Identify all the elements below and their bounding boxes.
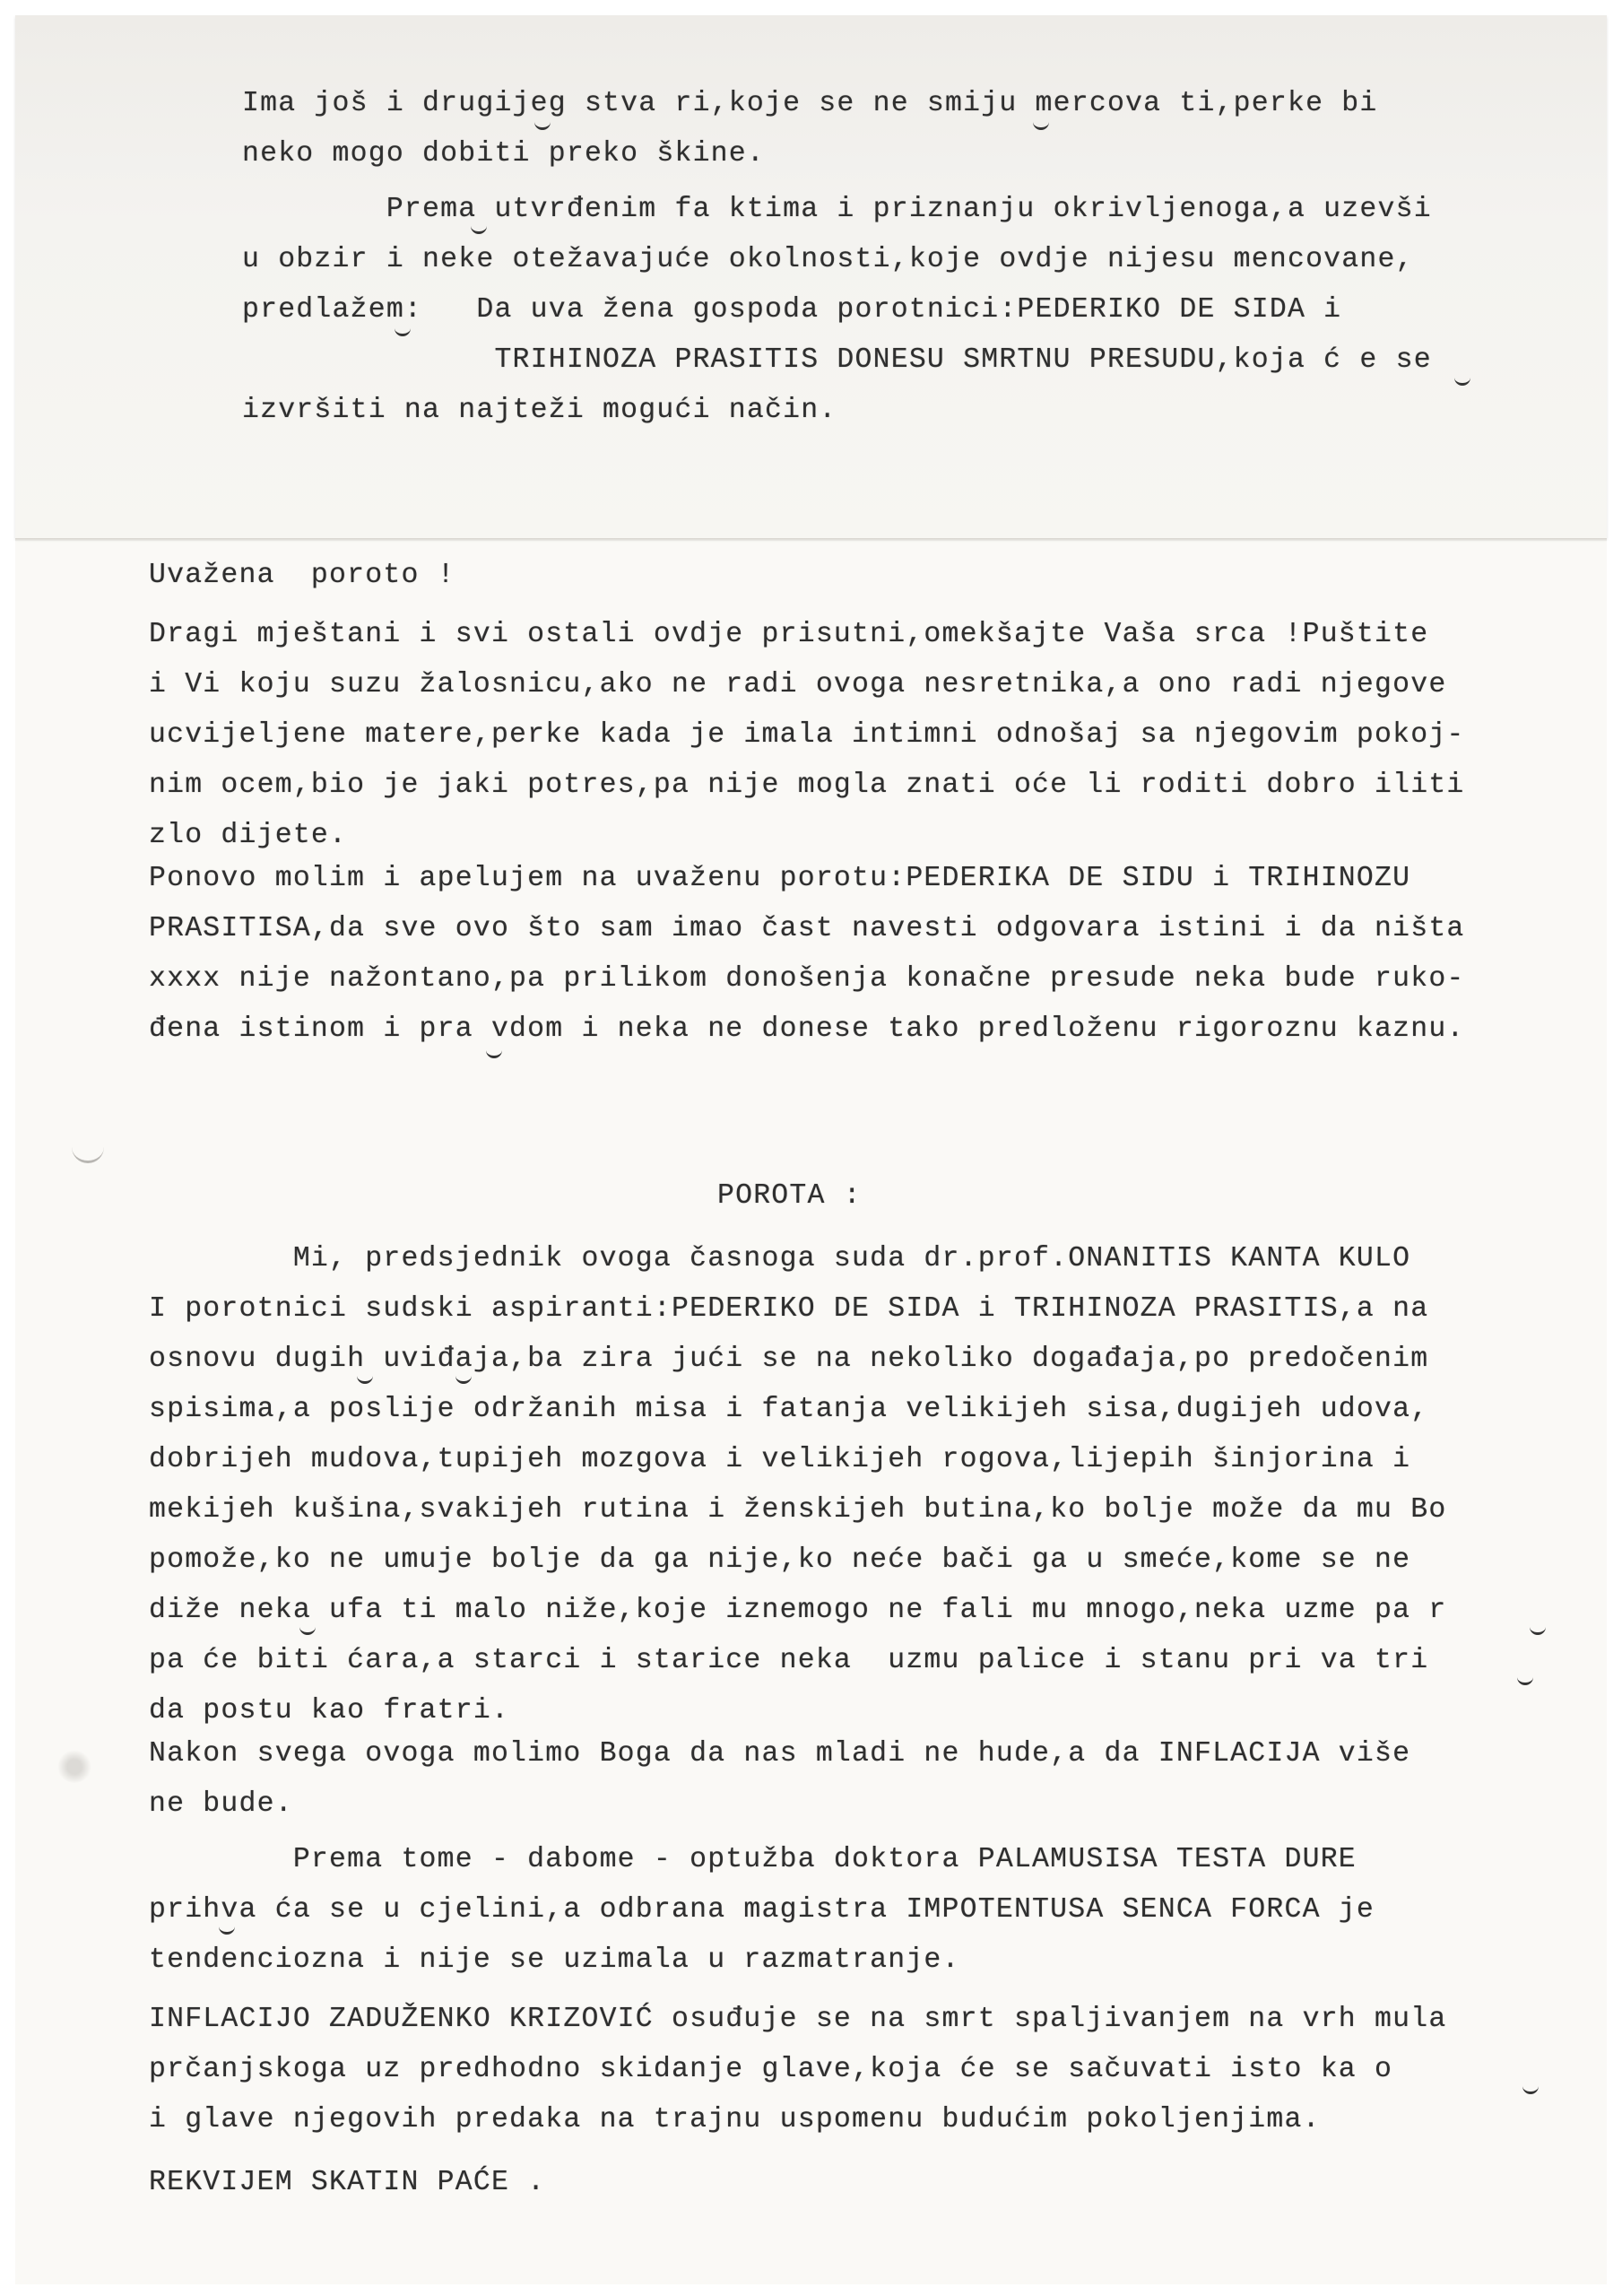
text-line: Mi, predsjednik ovoga časnoga suda dr.prof.ONANITIS KANTA KULO	[149, 1243, 1411, 1274]
text-line: u obzir i neke otežavajuće okolnosti,koje ovdje nijesu mencovane,	[242, 244, 1414, 275]
text-line: dobrijeh mudova,tupijeh mozgova i velikijeh rogova,lijepih šinjorina i	[149, 1444, 1411, 1475]
text-line: da postu kao fratri.	[149, 1695, 510, 1726]
text-line: predlažem: Da uva žena gospoda porotnici:PEDERIKO DE SIDA i	[242, 294, 1342, 326]
text-line: zlo dijete.	[149, 820, 348, 851]
text-line: neko mogo dobiti preko škine.	[242, 138, 765, 170]
section-heading: POROTA :	[717, 1180, 862, 1212]
text-line: prčanjskoga uz predhodno skidanje glave,koja će se sačuvati isto ka o	[149, 2054, 1393, 2085]
text-line: REKVIJEM SKATIN PAĆE .	[149, 2167, 546, 2198]
text-line: i Vi koju suzu žalosnicu,ako ne radi ovoga nesretnika,a ono radi njegove	[149, 669, 1447, 700]
text-line: i glave njegovih predaka na trajnu uspomenu budućim pokoljenjima.	[149, 2104, 1321, 2135]
text-line: Dragi mještani i svi ostali ovdje prisutni,omekšajte Vaša srca !Puštite	[149, 619, 1429, 650]
text-line: PRASITISA,da sve ovo što sam imao čast navesti odgovara istini i da ništa	[149, 913, 1465, 944]
paper-fold-line	[15, 538, 1607, 541]
text-line: spisima,a poslije održanih misa i fatanja velikijeh sisa,dugijeh udova,	[149, 1394, 1429, 1425]
text-line: Prema utvrđenim fa ktima i priznanju okrivljenoga,a uzevši	[242, 194, 1432, 225]
text-line: Prema tome - dabome - optužba doktora PALAMUSISA TESTA DURE	[149, 1844, 1357, 1875]
text-line: izvršiti na najteži mogući način.	[242, 395, 837, 426]
punch-hole-mark	[72, 1141, 104, 1163]
text-line: đena istinom i pra vdom i neka ne donese tako predloženu rigoroznu kaznu.	[149, 1013, 1465, 1045]
text-line: nim ocem,bio je jaki potres,pa nije mogla znati oće li roditi dobro iliti	[149, 770, 1465, 801]
text-line: I porotnici sudski aspiranti:PEDERIKO DE SIDA i TRIHINOZA PRASITIS,a na	[149, 1293, 1429, 1325]
text-line: ne bude.	[149, 1788, 293, 1820]
text-line: Ponovo molim i apelujem na uvaženu porotu:PEDERIKA DE SIDU i TRIHINOZU	[149, 863, 1411, 894]
text-line: pomože,ko ne umuje bolje da ga nije,ko neće bači ga u smeće,kome se ne	[149, 1544, 1411, 1576]
text-line: TRIHINOZA PRASITIS DONESU SMRTNU PRESUDU,koja ć e se	[242, 344, 1432, 376]
text-line: INFLACIJO ZADUŽENKO KRIZOVIĆ osuđuje se na smrt spaljivanjem na vrh mula	[149, 2004, 1447, 2035]
text-line: tendenciozna i nije se uzimala u razmatranje.	[149, 1944, 960, 1976]
punch-hole-mark	[56, 1751, 92, 1783]
text-line: Nakon svega ovoga molimo Boga da nas mladi ne hude,a da INFLACIJA više	[149, 1738, 1411, 1770]
text-line: xxxx nije nažontano,pa prilikom donošenja konačne presude neka bude ruko-	[149, 963, 1465, 995]
text-line: mekijeh kušina,svakijeh rutina i ženskijeh butina,ko bolje može da mu Bo	[149, 1494, 1447, 1526]
text-line: pa će biti ćara,a starci i starice neka uzmu palice i stanu pri va tri	[149, 1645, 1429, 1676]
text-line: diže neka ufa ti malo niže,koje iznemogo ne fali mu mnogo,neka uzme pa r	[149, 1595, 1447, 1626]
text-line: osnovu dugih uviđaja,ba zira jući se na nekoliko događaja,po predočenim	[149, 1344, 1429, 1375]
text-line: Ima još i drugijeg stva ri,koje se ne smiju mercova ti,perke bi	[242, 88, 1378, 119]
text-line: ucvijeljene matere,perke kada je imala intimni odnošaj sa njegovim pokoj-	[149, 719, 1465, 751]
section-heading: Uvažena poroto !	[149, 560, 455, 591]
text-line: prihva ća se u cjelini,a odbrana magistra IMPOTENTUSA SENCA FORCA je	[149, 1894, 1375, 1926]
